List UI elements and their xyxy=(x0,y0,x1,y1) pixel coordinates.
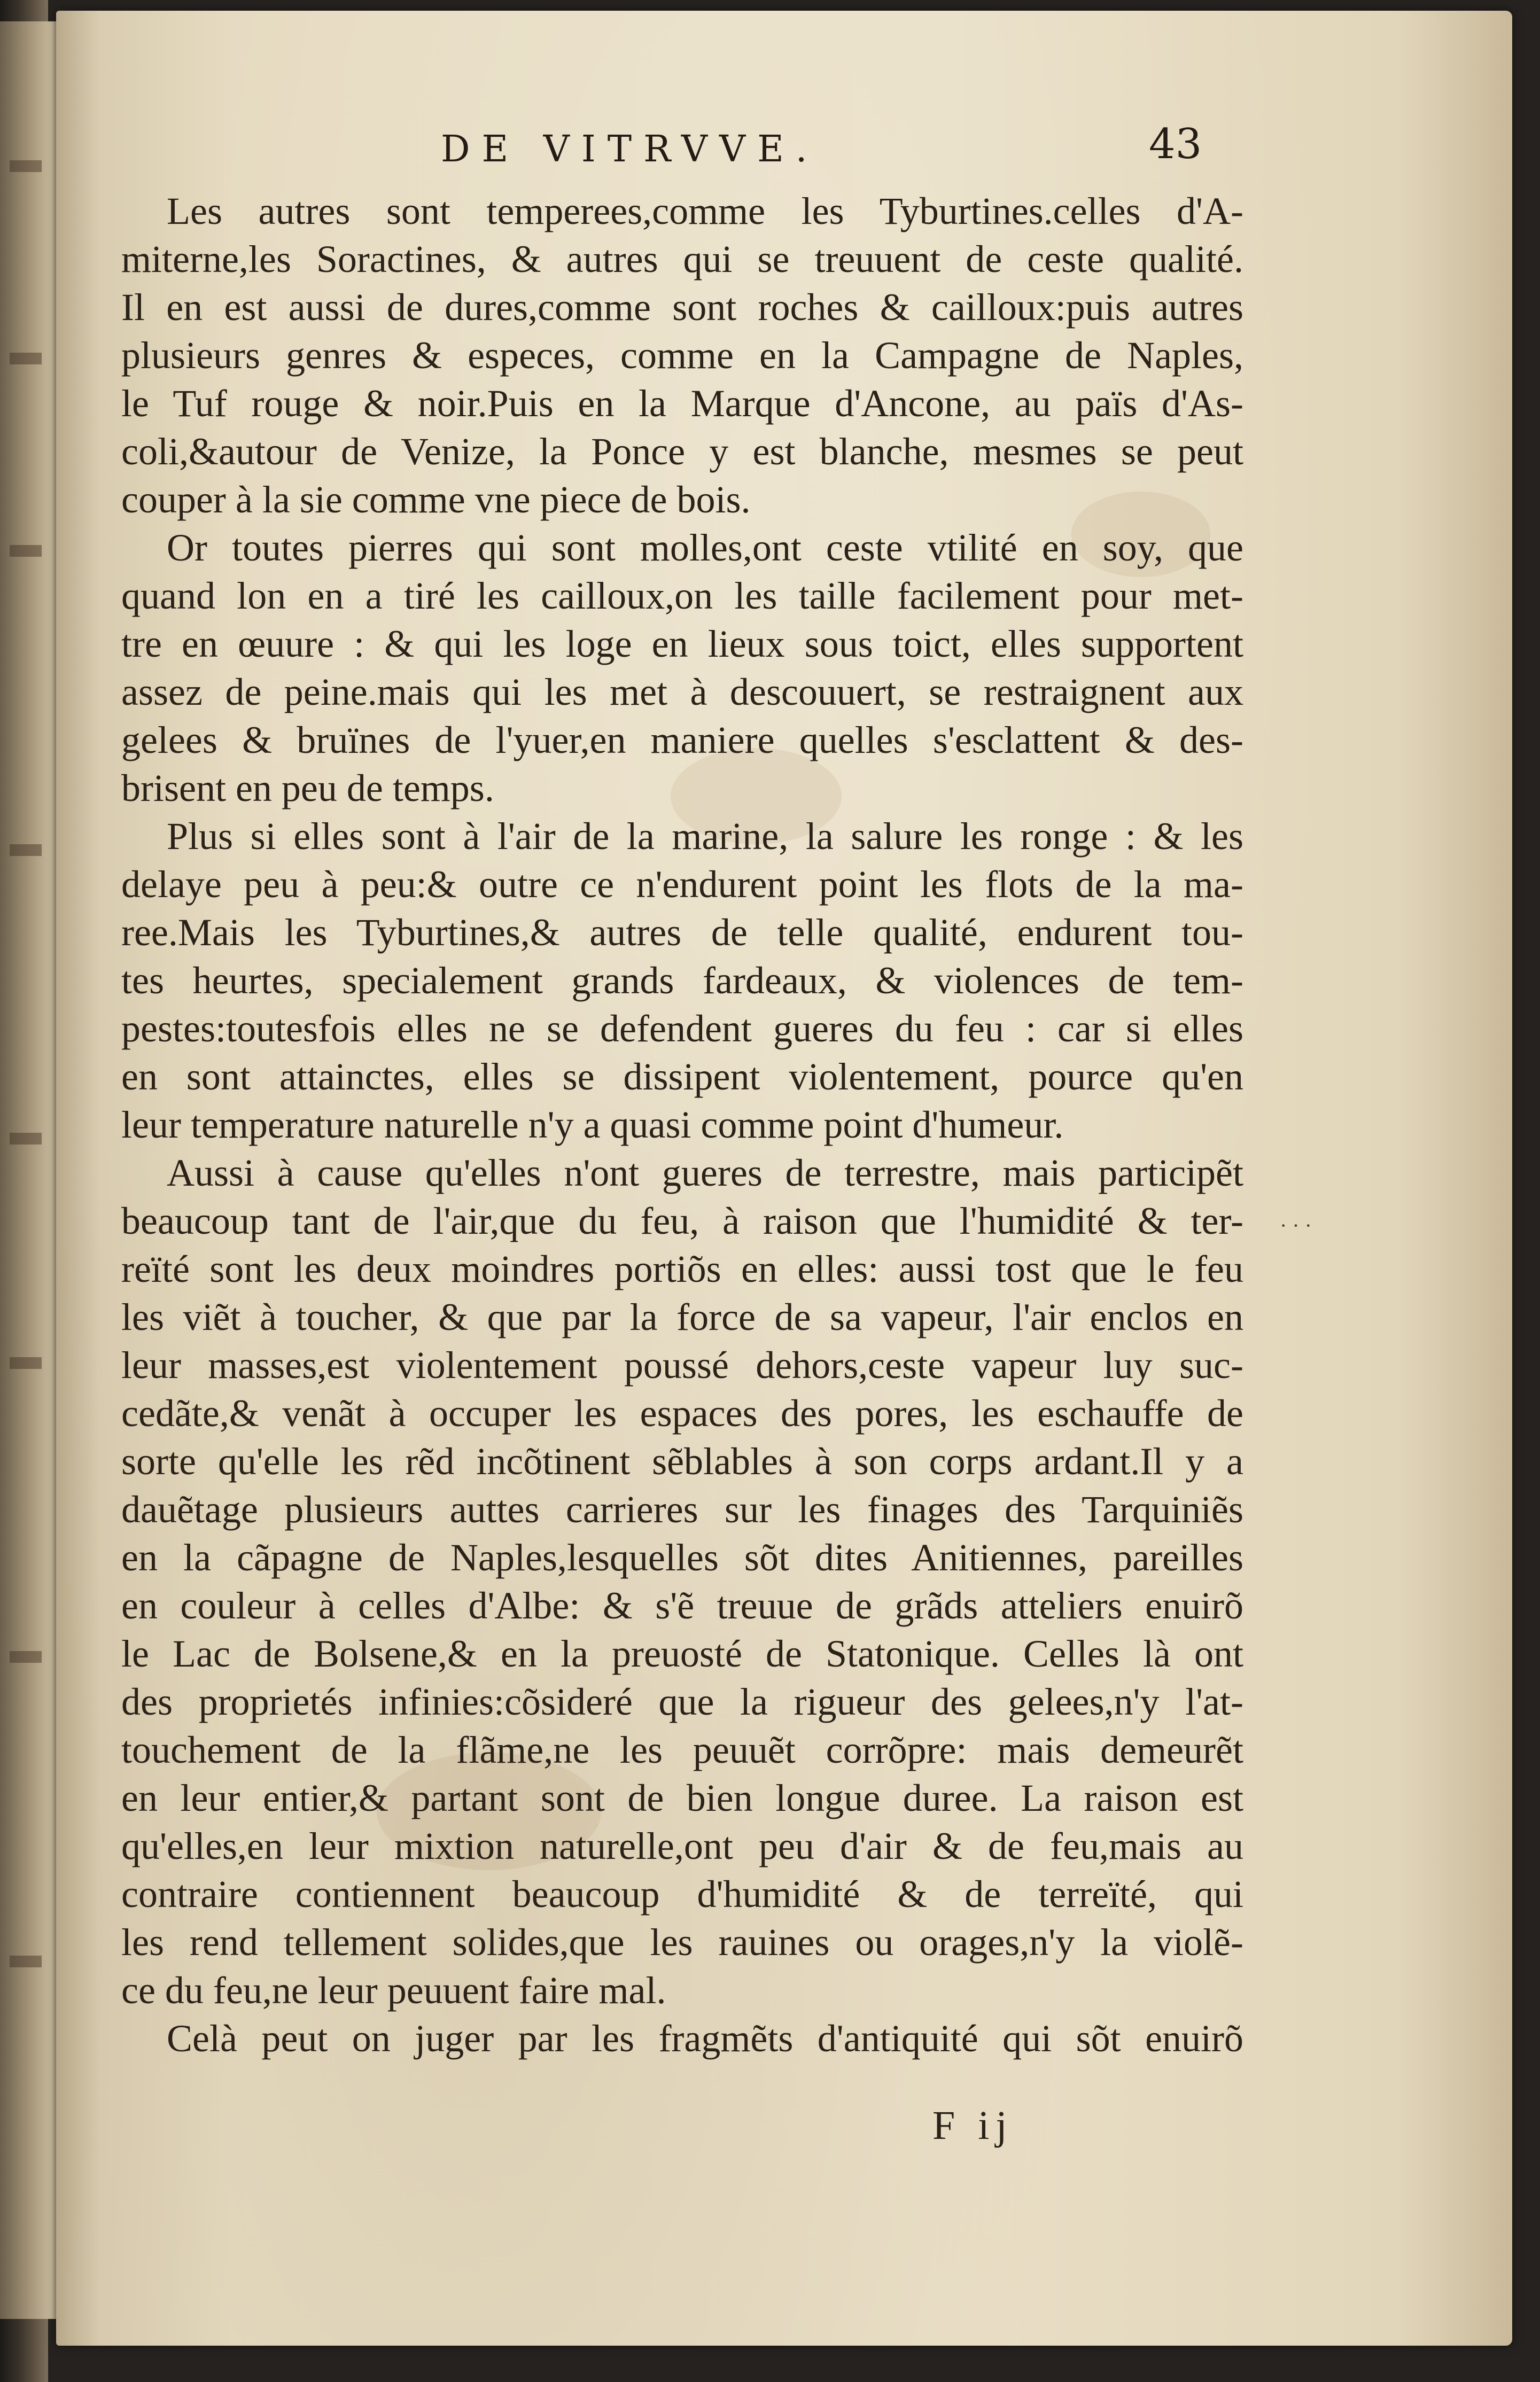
margin-fragment xyxy=(10,1956,42,1967)
text-line: en leur entier,& partant sont de bien longue duree. La raison est xyxy=(121,1777,1243,1819)
text-line: touchement de la flãme,ne les peuuẽt corrõpre: mais demeurẽt xyxy=(121,1729,1243,1771)
text-line: ce du feu,ne leur peuuent faire mal. xyxy=(121,1969,666,2012)
text-line: dauẽtage plusieurs auttes carrieres sur les finages des Tarquiniẽs xyxy=(121,1488,1243,1531)
running-head: DE VITRVVE. xyxy=(441,128,819,170)
text-line: plusieurs genres & especes, comme en la Campagne de Naples, xyxy=(121,334,1243,377)
text-line: qu'elles,en leur mixtion naturelle,ont peu d'air & de feu,mais au xyxy=(121,1825,1243,1867)
body-text xyxy=(121,187,1243,2062)
text-line: quand lon en a tiré les cailloux,on les taille facilement pour met- xyxy=(121,574,1243,617)
text-line: des proprietés infinies:cõsideré que la rigueur des gelees,n'y l'at- xyxy=(121,1680,1243,1723)
text-line: tes heurtes, specialement grands fardeaux, & violences de tem- xyxy=(121,959,1243,1002)
text-line: leur temperature naturelle n'y a quasi comme point d'humeur. xyxy=(121,1103,1064,1146)
text-line: gelees & bruïnes de l'yuer,en maniere quelles s'esclattent & des- xyxy=(121,719,1243,761)
text-line: Plus si elles sont à l'air de la marine, la salure les ronge : & les xyxy=(167,815,1243,858)
text-line: sorte qu'elle les rẽd incõtinent sẽblables à son corps ardant.Il y a xyxy=(121,1440,1243,1483)
margin-fragment xyxy=(10,353,42,364)
signature-mark: F ij xyxy=(932,2103,1014,2148)
text-line: en couleur à celles d'Albe: & s'ẽ treuue de grãds atteliers enuirõ xyxy=(121,1584,1243,1627)
text-line: delaye peu à peu:& outre ce n'endurent point les flots de la ma- xyxy=(121,863,1243,906)
text-line: leur masses,est violentement poussé dehors,ceste vapeur luy suc- xyxy=(121,1344,1243,1387)
text-line: Il en est aussi de dures,comme sont roches & cailloux:puis autres xyxy=(121,286,1243,329)
text-line: reïté sont les deux moindres portiõs en elles: aussi tost que le feu xyxy=(121,1248,1243,1290)
margin-fragment xyxy=(10,1357,42,1369)
text-line: coli,&autour de Venize, la Ponce y est blanche, mesmes se peut xyxy=(121,430,1243,473)
text-line: assez de peine.mais qui les met à descouuert, se restraignent aux xyxy=(121,671,1243,713)
margin-mark: · · · xyxy=(1280,1213,1312,1237)
text-line: beaucoup tant de l'air,que du feu, à raison que l'humidité & ter- xyxy=(121,1200,1243,1242)
text-line: brisent en peu de temps. xyxy=(121,767,494,809)
previous-page-edge xyxy=(0,21,63,2319)
text-line: le Lac de Bolsene,& en la preuosté de Statonique. Celles là ont xyxy=(121,1632,1243,1675)
text-line: cedãte,& venãt à occuper les espaces des pores, les eschauffe de xyxy=(121,1392,1243,1435)
margin-fragment xyxy=(10,545,42,557)
margin-fragment xyxy=(10,1133,42,1145)
text-line: pestes:toutesfois elles ne se defendent gueres du feu : car si elles xyxy=(121,1007,1243,1050)
text-line: en la cãpagne de Naples,lesquelles sõt dites Anitiennes, pareilles xyxy=(121,1536,1243,1579)
book-page xyxy=(56,11,1512,2346)
text-line: contraire contiennent beaucoup d'humidité & de terreïté, qui xyxy=(121,1873,1243,1916)
text-line: Les autres sont temperees,comme les Tyburtines.celles d'A- xyxy=(167,190,1243,232)
text-line: le Tuf rouge & noir.Puis en la Marque d'Ancone, au païs d'As- xyxy=(121,382,1243,425)
page-number: 43 xyxy=(1149,120,1202,168)
margin-fragment xyxy=(10,160,42,172)
text-line: Aussi à cause qu'elles n'ont gueres de terrestre, mais participẽt xyxy=(167,1151,1243,1194)
text-line: Or toutes pierres qui sont molles,ont ceste vtilité en soy, que xyxy=(167,526,1243,569)
text-line: ree.Mais les Tyburtines,& autres de telle qualité, endurent tou- xyxy=(121,911,1243,954)
margin-fragment xyxy=(10,1651,42,1663)
margin-fragment xyxy=(10,844,42,856)
text-line: miterne,les Soractines, & autres qui se treuuent de ceste qualité. xyxy=(121,238,1243,281)
text-line: les viẽt à toucher, & que par la force de sa vapeur, l'air enclos en xyxy=(121,1296,1243,1338)
text-line: tre en œuure : & qui les loge en lieux sous toict, elles supportent xyxy=(121,622,1243,665)
text-line: en sont attainctes, elles se dissipent violentement, pource qu'en xyxy=(121,1055,1243,1098)
text-line: Celà peut on juger par les fragmẽts d'antiquité qui sõt enuirõ xyxy=(167,2017,1243,2060)
text-line: couper à la sie comme vne piece de bois. xyxy=(121,478,751,521)
text-line: les rend tellement solides,que les rauines ou orages,n'y la violẽ- xyxy=(121,1921,1243,1964)
